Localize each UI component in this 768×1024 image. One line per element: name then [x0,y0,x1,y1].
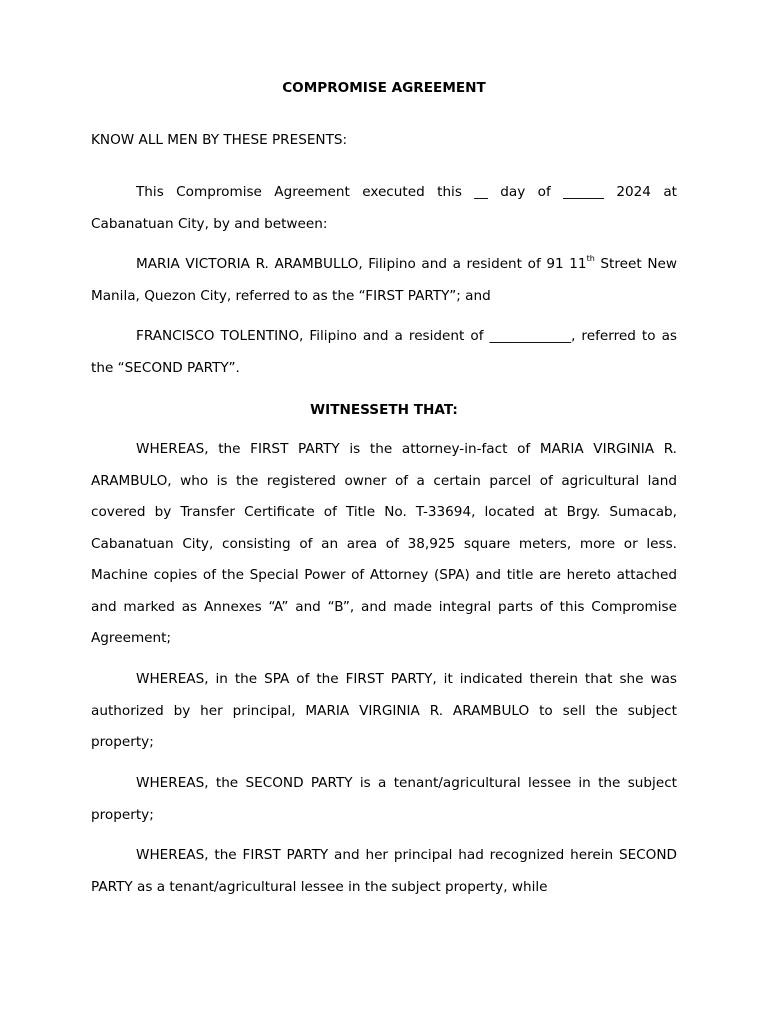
witnesseth-heading: WITNESSETH THAT: [310,402,458,418]
paragraph-first-party-text-a: MARIA VICTORIA R. ARAMBULLO, Filipino and a resident of 91 11 [136,256,587,272]
paragraph-whereas-tenant [91,768,677,831]
paragraph-whereas-spa [91,664,677,759]
document-title: COMPROMISE AGREEMENT [282,80,486,96]
paragraph-whereas-tenant-text: WHEREAS, the SECOND PARTY is a tenant/agricultural lessee in the subject property; [91,775,677,823]
paragraph-whereas-attorney-text: WHEREAS, the FIRST PARTY is the attorney-in-fact of MARIA VIRGINIA R. ARAMBULO, who is the registered owner of a certain parcel of agricultural land covered by Transfer Certificate of Title No. T-33694, located at Brgy. Sumacab, Cabanatuan City, consisting of an area of 38,925 square meters, more or less. Machine copies of the Special Power of Attorney (SPA) and title are hereto attached and marked as Annexes “A” and “B”, and made integral parts of this Compromise Agreement; [91,441,677,646]
paragraph-second-party [91,321,677,384]
paragraph-whereas-spa-text: WHEREAS, in the SPA of the FIRST PARTY, it indicated therein that she was authorized by her principal, MARIA VIRGINIA R. ARAMBULO to sell the subject property; [91,671,677,750]
paragraph-whereas-recognized [91,840,677,903]
ordinal-superscript: th [586,254,595,263]
paragraph-execution-text: This Compromise Agreement executed this __ day of ______ 2024 at Cabanatuan City, by and between: [91,184,677,232]
paragraph-second-party-text: FRANCISCO TOLENTINO, Filipino and a resident of ____________, referred to as the “SECOND PARTY”. [91,328,677,376]
paragraph-whereas-recognized-text: WHEREAS, the FIRST PARTY and her principal had recognized herein SECOND PARTY as a tenant/agricultural lessee in the subject property, while [91,847,677,895]
paragraph-execution [91,177,677,240]
paragraph-first-party-text-b: Street New Manila, Quezon City, referred to as the “FIRST PARTY”; and [91,256,677,304]
paragraph-first-party [91,249,677,312]
salutation: KNOW ALL MEN BY THESE PRESENTS: [91,132,348,148]
paragraph-whereas-attorney [91,434,677,655]
